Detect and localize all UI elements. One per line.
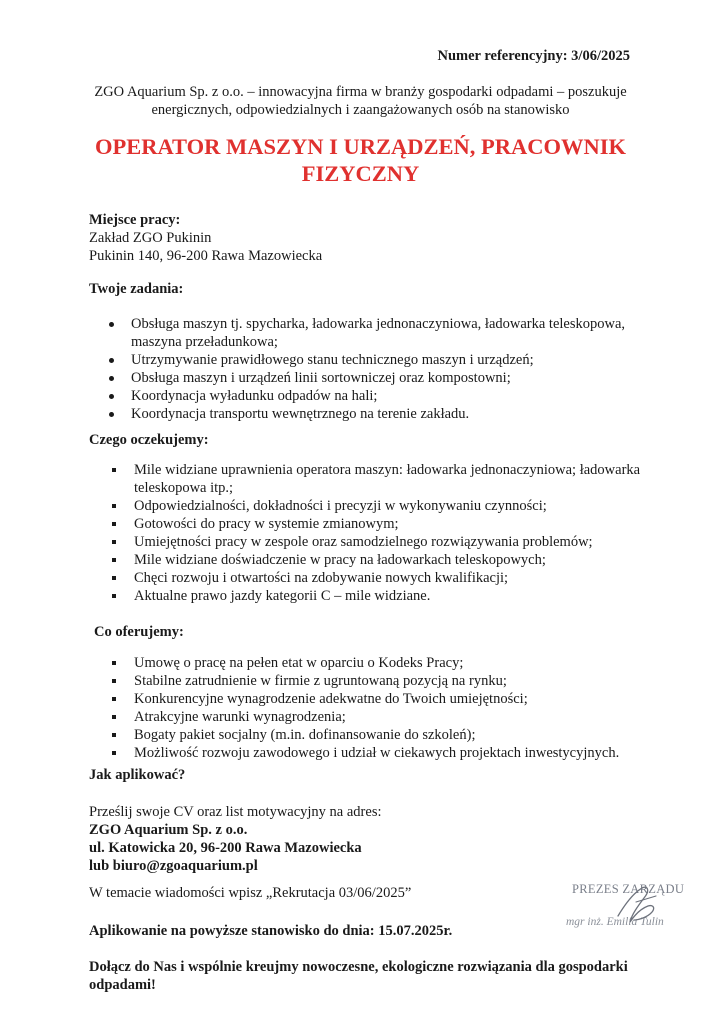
- apply-deadline: Aplikowanie na powyższe stanowisko do dnia: 15.07.2025r.: [89, 923, 453, 939]
- stamp-title: PREZES ZARZĄDU: [572, 882, 685, 896]
- apply-company: ZGO Aquarium Sp. z o.o.: [89, 822, 248, 838]
- job-title: [60, 133, 661, 187]
- apply-heading: Jak aplikować?: [89, 767, 186, 783]
- apply-email: lub biuro@zgoaquarium.pl: [89, 858, 258, 874]
- offer-item: Stabilne zatrudnienie w firmie z ugruntowaną pozycją na rynku;: [112, 672, 652, 690]
- intro-line-2: energicznych, odpowiedzialnych i zaangażowanych osób na stanowisko: [151, 102, 570, 118]
- location-heading: Miejsce pracy:: [89, 212, 181, 228]
- reference-number: Numer referencyjny: 3/06/2025: [437, 48, 630, 64]
- expectation-item: Gotowości do pracy w systemie zmianowym;: [112, 515, 652, 533]
- offer-item: Umowę o pracę na pełen etat w oparciu o Kodeks Pracy;: [112, 654, 652, 672]
- apply-line-1: Prześlij swoje CV oraz list motywacyjny na adres:: [89, 804, 382, 820]
- stamp-name: mgr inż. Emilia Tulin: [566, 916, 664, 928]
- job-title-line-1: OPERATOR MASZYN I URZĄDZEŃ, PRACOWNIK: [94, 134, 627, 159]
- offer-item: Konkurencyjne wynagrodzenie adekwatne do Twoich umiejętności;: [112, 690, 652, 708]
- expectation-item: Chęci rozwoju i otwartości na zdobywanie nowych kwalifikacji;: [112, 569, 652, 587]
- offer-list: [112, 654, 652, 762]
- expectation-item: Umiejętności pracy w zespole oraz samodzielnego rozwiązywania problemów;: [112, 533, 652, 551]
- apply-subject: W temacie wiadomości wpisz „Rekrutacja 03/06/2025”: [89, 885, 412, 901]
- closing-statement: Dołącz do Nas i wspólnie kreujmy nowoczesne, ekologiczne rozwiązania dla gospodarki odpadami!: [89, 959, 628, 993]
- task-item: Koordynacja transportu wewnętrznego na terenie zakładu.: [109, 405, 644, 423]
- tasks-heading: Twoje zadania:: [89, 281, 184, 297]
- expectation-item: Odpowiedzialności, dokładności i precyzji w wykonywaniu czynności;: [112, 497, 652, 515]
- task-item: Utrzymywanie prawidłowego stanu technicznego maszyn i urządzeń;: [109, 351, 644, 369]
- job-title-line-2: FIZYCZNY: [301, 161, 420, 186]
- signature-stamp: [552, 876, 702, 946]
- location-section: [89, 211, 322, 265]
- tasks-list: [109, 315, 644, 423]
- offer-item: Bogaty pakiet socjalny (m.in. dofinansowanie do szkoleń);: [112, 726, 652, 744]
- expectation-item: Aktualne prawo jazdy kategorii C – mile widziane.: [112, 587, 652, 605]
- expectations-list: [112, 461, 652, 605]
- expectation-item: Mile widziane uprawnienia operatora maszyn: ładowarka jednonaczyniowa; ładowarka teleskopowa itp.;: [112, 461, 652, 497]
- apply-instructions: [89, 803, 382, 875]
- task-item: Koordynacja wyładunku odpadów na hali;: [109, 387, 644, 405]
- apply-address: ul. Katowicka 20, 96-200 Rawa Mazowiecka: [89, 840, 362, 856]
- location-line-1: Zakład ZGO Pukinin: [89, 230, 212, 246]
- intro-text: [60, 83, 661, 119]
- offer-item: Możliwość rozwoju zawodowego i udział w ciekawych projektach inwestycyjnych.: [112, 744, 652, 762]
- handwritten-signature: [552, 876, 702, 946]
- offer-item: Atrakcyjne warunki wynagrodzenia;: [112, 708, 652, 726]
- offer-heading: Co oferujemy:: [94, 624, 184, 640]
- intro-line-1: ZGO Aquarium Sp. z o.o. – innowacyjna firma w branży gospodarki odpadami – poszukuje: [94, 84, 627, 100]
- expectations-heading: Czego oczekujemy:: [89, 432, 209, 448]
- expectation-item: Mile widziane doświadczenie w pracy na ładowarkach teleskopowych;: [112, 551, 652, 569]
- task-item: Obsługa maszyn i urządzeń linii sortowniczej oraz kompostowni;: [109, 369, 644, 387]
- task-item: Obsługa maszyn tj. spycharka, ładowarka jednonaczyniowa, ładowarka teleskopowa, maszyna przeładunkowa;: [109, 315, 644, 351]
- location-line-2: Pukinin 140, 96-200 Rawa Mazowiecka: [89, 248, 323, 264]
